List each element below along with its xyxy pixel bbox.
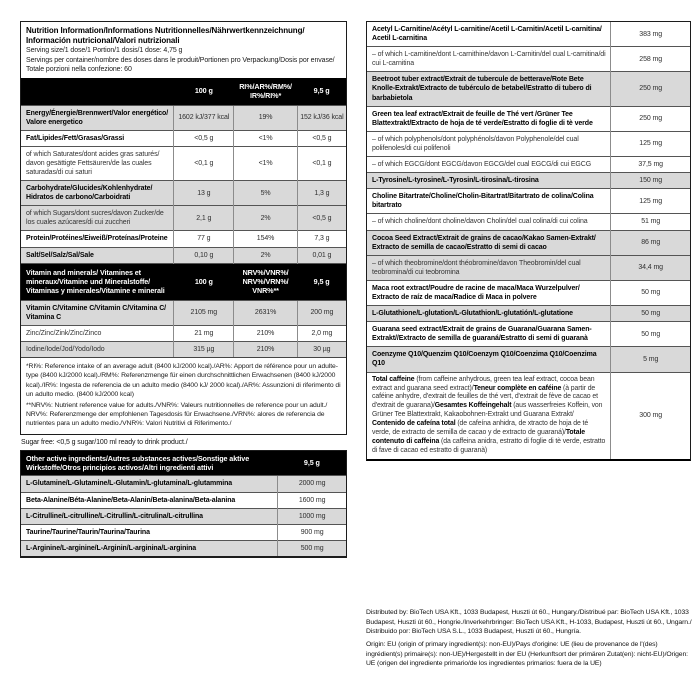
- value-nrv-percent: 210%: [234, 341, 297, 357]
- footnote-nrv: **NRV%: Nutrient reference value for adults./​VNR%: Valeurs nutritionnelles de reference pour un adult./​NRV%: Referenzmenge der empfohlenen Tagesdosis für Erwachsene./​VRN%: alores de referencia de nutrientes para un adulto medio./​VNR%: Valori Nutritivi di Riferimento./​: [26, 401, 328, 428]
- col-header-per-100g: 100 g: [174, 78, 234, 105]
- value-per-serving: 200 mg: [297, 300, 346, 325]
- value-per-serving: <0,5 g: [297, 206, 346, 231]
- value-per-serving: 0,01 g: [297, 247, 346, 263]
- ingredient-label: Beetroot tuber extract/​Extrait de tubercule de betterave/​Rote Bete Knolle-Extrakt/​Extracto de tubérculo de betabel/​Estratto di tubero di barbabietola: [367, 72, 611, 106]
- active-ingredient-row: [21, 492, 346, 508]
- ingredient-amount: 51 mg: [611, 214, 690, 230]
- active-ingredient-row: [21, 524, 346, 540]
- ingredient-row: [367, 230, 690, 255]
- ingredient-label: – of which theobromine/​dont théobromine/​davon Theobromin/​del cual teobromina/​di cui teobromina: [367, 255, 611, 280]
- ingredient-row: [367, 255, 690, 280]
- actives-header-label: Other active ingredients/​Autres substances actives/​Sonstige aktive Wirkstoffe/​Otros principios activos/​Altri ingredienti attivi: [21, 451, 278, 476]
- ingredient-label: Maca root extract/​Poudre de racine de maca/​Maca Wurzelpulver/​Extracto de raíz de maca/​Radice di Maca in polvere: [367, 280, 611, 305]
- ingredient-amount: 50 mg: [611, 306, 690, 322]
- vitamin-row: [21, 300, 346, 325]
- footnotes-block: [21, 357, 346, 434]
- ingredient-row: [367, 214, 690, 230]
- servings-per-container-line: Servings per container/​nombre des doses dans le produit/​Portionen pro Verpackung/​Dosis por envase/​Totale porzioni nella confezione: 60: [26, 56, 335, 74]
- value-per-100g: 13 g: [174, 181, 234, 206]
- vitamins-header-label: Vitamin and minerals/​ Vitamines et mineraux/​Vitamine und Mineralstoffe/​Vitaminas y minerales/​Vitamine e minerali: [21, 263, 174, 300]
- other-actives-table: [21, 451, 346, 556]
- value-per-100g: <0,5 g: [174, 130, 234, 146]
- ingredient-amount: 86 mg: [611, 230, 690, 255]
- ingredient-row: [367, 72, 690, 106]
- value-per-100g: 1602 kJ/​377 kcal: [174, 105, 234, 130]
- actives-header-row: [21, 451, 346, 476]
- value-ri-percent: 2%: [234, 206, 297, 231]
- value-ri-percent: <1%: [234, 146, 297, 180]
- ingredient-label: L-Tyrosine/​L-tyrosine/​L-Tyrosin/​L-tirosina/​L-tirosina: [367, 173, 611, 189]
- nutrient-row: [21, 130, 346, 146]
- active-ingredient-label: L-Arginine/​L-arginine/​L-Arginin/​L-arginina/​L-arginina: [21, 540, 278, 556]
- ingredient-label: Choline Bitartrate/​Choline/​Cholin-Bitartrat/​Bitartrato de colina/​Colina bitartrato: [367, 189, 611, 214]
- ingredient-label: Guarana seed extract/​Extrait de grains de Guarana/​Guarana Samen-Extrakt/​/​Extracto de semilla de guaraná/​Estratto di semi di guaranà: [367, 322, 611, 347]
- nutrient-label: Protein/​Protéines/​Eiweiß/​Proteínas/​Proteine: [21, 231, 174, 247]
- other-actives-panel: [20, 450, 347, 558]
- serving-size-line: Serving size/​1 dose/​1 Portion/​1 dosis/​1 dose: 4,75 g: [26, 47, 183, 55]
- active-ingredient-label: L-Citrulline/​L-citrulline/​L-Citrullin/​L-citrulina/​L-citrullina: [21, 508, 278, 524]
- nutrient-row: [21, 181, 346, 206]
- ingredient-row: [367, 280, 690, 305]
- active-ingredient-amount: 1000 mg: [278, 508, 346, 524]
- footnote-ri: *RI%: Reference intake of an average adult (8400 kJ/​2000 kcal)./​AR%: Apport de référence pour un adulte-type (8400 kJ/​2000 kcal)./​RM%: Referenzmenge für einen durchschnittlichen Erwachsenen (8400 kJ/​2000 kcal)./​IR%: Ingesta de referencia de un adulto medio (8400 kJ/​ 2000 kcal)./​AR%: Assunzioni di riferimento di un adulto medio. (8400 kJ/​2000 kcal): [26, 363, 341, 399]
- value-per-serving: 1,3 g: [297, 181, 346, 206]
- ingredient-amount: 50 mg: [611, 322, 690, 347]
- value-per-serving: <0,1 g: [297, 146, 346, 180]
- origin-text: Origin: EU (origin of primary ingredient(s): non-EU)/​Pays d'origine: UE (lieu de provenance de l'(des) ingrédient(s) primaire(s): non-UE)/​Hergestellt in der EU (Herkunftsort der primären Zutat(en): nicht-EU)/​Origen: UE (origen del ingrediente primario/​de los ingredientes primarios: fuera de la UE): [366, 640, 688, 668]
- ingredient-label: – of which polyphenols/​dont polyphénols/​davon Polyphenole/​del cual polifenoles/​di cui polifenoli: [367, 131, 611, 156]
- vitamins-header-per-100g: 100 g: [174, 263, 234, 300]
- ingredients-panel: [366, 21, 691, 461]
- value-nrv-percent: 2631%: [234, 300, 297, 325]
- ingredient-label: Cocoa Seed Extract/​Extrait de grains de cacao/​Kakao Samen-Extrakt/​Extracto de semilla de cacao/​Estratto di semi di cacao: [367, 230, 611, 255]
- nutrition-facts-panel: [20, 21, 347, 435]
- ingredient-amount: 125 mg: [611, 189, 690, 214]
- active-ingredient-label: Taurine/​Taurine/​Taurin/​Taurina/​Taurina: [21, 524, 278, 540]
- caffeine-label-segment: (aus wasserfreies Koffein, von Grüner Tee Blattextrakt, Kakaobohnen-Extrakt und Guarana Extrakt/​: [372, 402, 603, 419]
- value-per-100g: 77 g: [174, 231, 234, 247]
- active-ingredient-label: L-Glutamine/​L-Glutamine/​L-Glutamin/​L-glutamina/​L-glutammina: [21, 476, 278, 492]
- caffeine-label-segment: (de cafeína anhidra, de xtracto de hoja de té verde, de extracto de semilla de cacao y de extracto de guaraná)/​: [372, 420, 589, 437]
- value-ri-percent: 2%: [234, 247, 297, 263]
- value-per-serving: 2,0 mg: [297, 325, 346, 341]
- vitamin-row: [21, 341, 346, 357]
- ingredient-row: [367, 173, 690, 189]
- ingredient-row: [367, 372, 690, 459]
- ingredient-row: [367, 22, 690, 47]
- ingredients-table: [367, 22, 690, 459]
- caffeine-label-segment: Contenido de cafeína total: [372, 420, 456, 428]
- nutrient-row: [21, 231, 346, 247]
- value-per-100g: 2105 mg: [174, 300, 234, 325]
- ingredient-amount: 150 mg: [611, 173, 690, 189]
- ingredient-amount: 383 mg: [611, 22, 690, 47]
- nutrient-label: Salt/​Sel/​Salz/​Sal/​Sale: [21, 247, 174, 263]
- nutrition-header-row: [21, 78, 346, 105]
- ingredient-row: [367, 347, 690, 372]
- active-ingredient-row: [21, 540, 346, 556]
- nutrition-header-block: [21, 22, 346, 78]
- nutrient-row: [21, 146, 346, 180]
- nutrient-row: [21, 206, 346, 231]
- col-header-per-serving: 9,5 g: [297, 78, 346, 105]
- value-ri-percent: 5%: [234, 181, 297, 206]
- value-per-100g: 315 µg: [174, 341, 234, 357]
- nutrition-table: [21, 78, 346, 357]
- vitamins-header-per-serving: 9,5 g: [297, 263, 346, 300]
- nutrition-header-empty: [21, 78, 174, 105]
- ingredient-amount: 34,4 mg: [611, 255, 690, 280]
- ingredient-amount: 250 mg: [611, 106, 690, 131]
- ingredient-label: Coenzyme Q10/​Quenzim Q10/​Coenzym Q10/​Coenzima Q10/​Coenzima Q10: [367, 347, 611, 372]
- ingredient-row: [367, 106, 690, 131]
- active-ingredient-amount: 2000 mg: [278, 476, 346, 492]
- vitamins-header-row: [21, 263, 346, 300]
- caffeine-label-segment: (from caffeine anhydrous, green tea leaf extract, cocoa bean extract and guarana seed extract)/​: [372, 375, 595, 392]
- nutrient-label: Fat/​Lipides/​Fett/​Grasas/​Grassi: [21, 130, 174, 146]
- right-column: [366, 21, 691, 461]
- sugar-free-note: Sugar free: <0,5 g sugar/​100 ml ready to drink product./​: [21, 438, 188, 446]
- col-header-ri-percent: RI%/​AR%/​RM%/​IR%/​RI%*: [234, 78, 297, 105]
- vitamin-label: Vitamin C/​Vitamine C/​Vitamin C/​Vitamina C/​Vitamina C: [21, 300, 174, 325]
- nutrient-label: Energy/​Énergie/​Brennwert/​Valor energético/​Valore energetico: [21, 105, 174, 130]
- ingredient-row: [367, 306, 690, 322]
- caffeine-label-segment: Totale contenuto di caffeina: [372, 429, 586, 446]
- active-ingredient-row: [21, 508, 346, 524]
- ingredient-amount: 250 mg: [611, 72, 690, 106]
- ingredient-label: – of which EGCG/​dont EGCG/​davon EGCG/​del cual EGCG/​di cui EGCG: [367, 157, 611, 173]
- ingredient-amount: 125 mg: [611, 131, 690, 156]
- value-per-serving: <0,5 g: [297, 130, 346, 146]
- ingredient-amount: 258 mg: [611, 47, 690, 72]
- ingredient-row: [367, 47, 690, 72]
- ingredient-row: [367, 131, 690, 156]
- ingredient-label-caffeine: [367, 372, 611, 459]
- vitamin-label: Iodine/​Iode/​Jod/​Yodo/​Iodo: [21, 341, 174, 357]
- caffeine-label-segment: Teneur complète en caféine: [473, 384, 562, 392]
- value-ri-percent: 19%: [234, 105, 297, 130]
- value-per-100g: 2,1 g: [174, 206, 234, 231]
- value-per-100g: 21 mg: [174, 325, 234, 341]
- ingredient-row: [367, 157, 690, 173]
- nutrient-label: of which Sugars/​dont sucres/​davon Zucker/​de los cuales azúcares/​di cui zuccheri: [21, 206, 174, 231]
- ingredient-amount: 50 mg: [611, 280, 690, 305]
- ingredient-amount: 37,5 mg: [611, 157, 690, 173]
- legal-block: [366, 608, 692, 669]
- value-nrv-percent: 210%: [234, 325, 297, 341]
- caffeine-label-segment: (da caffeina anidra, estratto di foglie di tè verde, estratto di fave di cacao ed estratto di guaranà): [372, 438, 606, 455]
- caffeine-label-segment: Total caffeine: [372, 375, 415, 383]
- nutrient-row: [21, 247, 346, 263]
- left-column: [20, 21, 347, 558]
- ingredient-label: Green tea leaf extract/​Extrait de feuille de Thé vert /​Grüner Tee Blattextrakt/​Extracto de hoja de té verde/​Estratto di foglie di tè verde: [367, 106, 611, 131]
- caffeine-label-segment: Gesamtes Koffeingehalt: [434, 402, 512, 410]
- ingredient-label: Acetyl L-Carnitine/​Acétyl L-carnitine/​Acetil L-Carnitin/​Acetil L-carnitina/​Acetil L-carnitina: [372, 26, 602, 43]
- ingredient-row: [367, 189, 690, 214]
- value-per-100g: <0,1 g: [174, 146, 234, 180]
- value-per-serving: 7,3 g: [297, 231, 346, 247]
- active-ingredient-amount: 500 mg: [278, 540, 346, 556]
- vitamin-label: Zinc/​Zinc/​Zink/​Zinc/​Zinco: [21, 325, 174, 341]
- nutrient-label: Carbohydrate/​Glucides/​Kohlenhydrate/​Hidratos de carbono/​Carboidrati: [21, 181, 174, 206]
- value-per-serving: 152 kJ/​36 kcal: [297, 105, 346, 130]
- distributed-by-text: Distributed by: BioTech USA Kft., 1033 Budapest, Huszti út 60., Hungary./​Distribué par: BioTech USA Kft., 1033 Budapest, Huszti út 60., Hongrie./​Inverkehrbringer: BioTech USA Kft., H-1033, Budapest, Huszti út 60., Ungarn./​Distribuido por: BioTech USA S.L., 1033 Budapest, Huszti út 60., Hungría.: [366, 609, 692, 636]
- ingredient-amount: 5 mg: [611, 347, 690, 372]
- value-per-100g: 0,10 g: [174, 247, 234, 263]
- actives-header-amount: 9,5 g: [278, 451, 346, 476]
- nutrient-row: [21, 105, 346, 130]
- value-per-serving: 30 µg: [297, 341, 346, 357]
- active-ingredient-row: [21, 476, 346, 492]
- ingredient-row: [367, 322, 690, 347]
- ingredient-label: – of which choline/​dont choline/​davon Cholin/​del cual colina/​di cui colina: [367, 214, 611, 230]
- vitamins-header-nrv: NRV%/​VNR%/​NRV%/​VRN%/​VNR%**: [234, 263, 297, 300]
- active-ingredient-amount: 900 mg: [278, 524, 346, 540]
- value-ri-percent: 154%: [234, 231, 297, 247]
- nutrition-title: Nutrition Information/​Informations Nutritionnelles/​Nährwertkennzeichnung/​Información nutricional/​Valori nutrizionali: [26, 26, 305, 46]
- vitamin-row: [21, 325, 346, 341]
- ingredient-label: – of which L-carnitine/​dont L-carnithine/​davon L-Carnitin/​del cual L-carnitina/​di cui L-carnitina: [367, 47, 611, 72]
- caffeine-label-segment: (à partir de caféine anhydre, d'extrait de feuilles de thé vert, d'extrait de fève de cacao et d'extrait de guarana)/​: [372, 384, 598, 410]
- value-ri-percent: <1%: [234, 130, 297, 146]
- nutrient-label: of which Saturates/​dont acides gras saturés/​davon gesättigte Fettsäuren/​de las cuales saturadas/​di cui saturi: [21, 146, 174, 180]
- active-ingredient-label: Beta-Alanine/​Béta-Alanine/​Beta-Alanin/​Beta-alanina/​Beta-alanina: [21, 492, 278, 508]
- ingredient-amount: 300 mg: [611, 372, 690, 459]
- ingredient-label: L-Glutathione/​L-glutation/​L-Glutathion/​L-glutatión/​L-glutatione: [367, 306, 611, 322]
- active-ingredient-amount: 1600 mg: [278, 492, 346, 508]
